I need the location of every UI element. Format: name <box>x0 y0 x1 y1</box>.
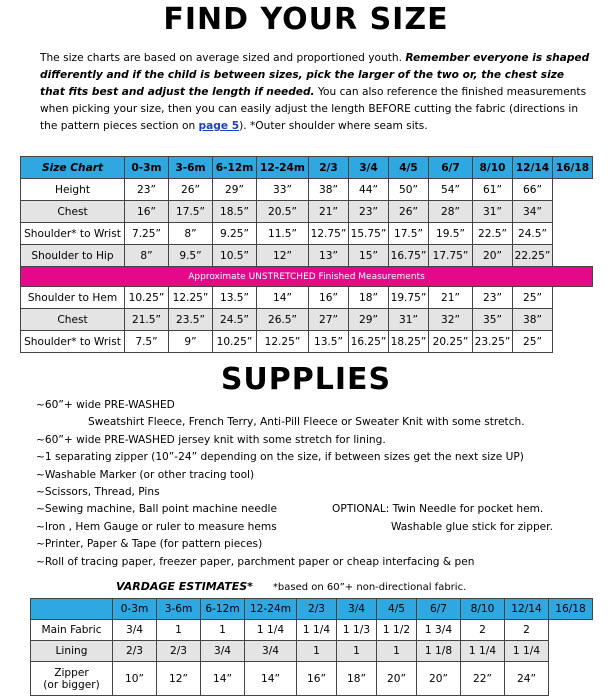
size-header-cell: 12/14 <box>505 599 549 620</box>
table-cell: 10.25” <box>125 287 169 309</box>
size-header-cell: 3/4 <box>349 157 389 179</box>
table-cell: 9.5” <box>169 245 213 267</box>
yardage-heading <box>116 580 466 593</box>
table-row <box>31 662 593 696</box>
intro-emphasis: Remember everyone is shaped differently and if the child is between sizes, pick the larger of the two or, the chest size that fits best and adjust the length if needed. <box>40 52 590 98</box>
table-cell: 18.5” <box>213 201 257 223</box>
table-cell: 61” <box>473 179 513 201</box>
table-cell: 17.5” <box>389 223 429 245</box>
table-cell: 12.75” <box>309 223 349 245</box>
table-cell: 23” <box>473 287 513 309</box>
table-cell: 16” <box>309 287 349 309</box>
supply-line: ~60”+ wide PRE-WASHED jersey knit with some stretch for lining. <box>36 433 386 446</box>
size-header-cell: 8/10 <box>461 599 505 620</box>
supply-optional: OPTIONAL: Twin Needle for pocket hem. <box>332 503 544 516</box>
supplies-list <box>36 397 606 571</box>
page-title-find-your-size: FIND YOUR SIZE <box>163 2 449 37</box>
table-cell: 16” <box>297 662 337 696</box>
table-cell: 18” <box>349 287 389 309</box>
size-header-cell: 6-12m <box>213 157 257 179</box>
table-cell: 12” <box>157 662 201 696</box>
table-cell: 14” <box>245 662 297 696</box>
table-cell: 29” <box>213 179 257 201</box>
finished-measurements-banner <box>21 267 593 287</box>
size-header-cell: 8/10 <box>473 157 513 179</box>
table-cell: 11.5” <box>257 223 309 245</box>
size-chart-header-cell: Size Chart <box>21 157 125 179</box>
table-cell: 16.75” <box>389 245 429 267</box>
row-label: Zipper (or bigger) <box>31 662 113 696</box>
size-header-cell: 0-3m <box>113 599 157 620</box>
table-cell: 1 <box>297 641 337 662</box>
table-cell: 1 1/4 <box>505 641 549 662</box>
table-cell: 16.25” <box>349 331 389 353</box>
supply-line: ~Washable Marker (or other tracing tool) <box>36 468 255 481</box>
table-cell: 2 <box>505 620 549 641</box>
table-cell: 23” <box>125 179 169 201</box>
table-cell: 1 <box>201 620 245 641</box>
supply-text: ~Iron , Hem Gauge or ruler to measure hems <box>36 520 277 533</box>
table-cell: 22.5” <box>473 223 513 245</box>
table-cell: 21.5” <box>125 309 169 331</box>
table-cell: 2 <box>461 620 505 641</box>
table-cell: 7.5” <box>125 331 169 353</box>
table-cell: 9.25” <box>213 223 257 245</box>
table-cell: 15.75” <box>349 223 389 245</box>
table-cell: 1 <box>157 620 201 641</box>
table-row <box>21 223 593 245</box>
supply-line: ~Roll of tracing paper, freezer paper, parchment paper or cheap interfacing & pen <box>36 555 475 568</box>
table-cell: 20.25” <box>429 331 473 353</box>
table-row <box>21 201 593 223</box>
table-row <box>31 641 593 662</box>
size-chart-table <box>20 156 593 353</box>
table-cell: 32” <box>429 309 473 331</box>
table-cell: 8” <box>169 223 213 245</box>
table-cell: 22” <box>461 662 505 696</box>
table-cell: 20” <box>473 245 513 267</box>
table-cell: 21” <box>429 287 473 309</box>
table-cell: 26.5” <box>257 309 309 331</box>
table-cell: 1 1/4 <box>245 620 297 641</box>
table-cell: 10.25” <box>213 331 257 353</box>
table-cell: 29” <box>349 309 389 331</box>
table-cell: 19.75” <box>389 287 429 309</box>
table-cell: 1 1/4 <box>297 620 337 641</box>
table-row <box>31 620 593 641</box>
table-cell: 13” <box>309 245 349 267</box>
table-cell: 31” <box>389 309 429 331</box>
table-cell: 28” <box>429 201 473 223</box>
table-cell: 18” <box>337 662 377 696</box>
table-cell: 38” <box>513 309 553 331</box>
table-cell: 10” <box>113 662 157 696</box>
table-cell: 34” <box>513 201 553 223</box>
table-cell: 1 <box>337 641 377 662</box>
supply-line: ~1 separating zipper (10”-24” depending on the size, if between sizes get the next size UP) <box>36 451 524 464</box>
table-cell: 1 3/4 <box>417 620 461 641</box>
table-cell: 1 1/4 <box>461 641 505 662</box>
table-row <box>21 331 593 353</box>
size-header-cell: 3-6m <box>157 599 201 620</box>
table-cell: 25” <box>513 331 553 353</box>
size-header-cell: 2/3 <box>309 157 349 179</box>
table-cell: 16” <box>125 201 169 223</box>
supply-line <box>36 519 606 536</box>
table-cell: 17.75” <box>429 245 473 267</box>
size-header-cell: 0-3m <box>125 157 169 179</box>
size-header-cell: 6/7 <box>417 599 461 620</box>
size-header-cell: 12/14 <box>513 157 553 179</box>
page-5-link[interactable]: page 5 <box>198 120 240 132</box>
table-cell: 20.5” <box>257 201 309 223</box>
size-header-cell: 2/3 <box>297 599 337 620</box>
table-cell: 50” <box>389 179 429 201</box>
table-cell: 22.25” <box>513 245 553 267</box>
table-cell: 38” <box>309 179 349 201</box>
size-header-cell: 16/18 <box>553 157 593 179</box>
table-cell: 26” <box>169 179 213 201</box>
size-header-cell: 3-6m <box>169 157 213 179</box>
size-header-cell: 4/5 <box>389 157 429 179</box>
row-label: Lining <box>31 641 113 662</box>
table-cell: 24” <box>505 662 549 696</box>
table-cell: 2/3 <box>113 641 157 662</box>
table-cell: 1 1/2 <box>377 620 417 641</box>
intro-paragraph <box>40 50 590 135</box>
intro-text-2: You can also reference the finished measurements when picking your size, then you can easily adjust the length BEFORE cutting the fabric (directions in the pattern pieces section on <box>40 86 587 132</box>
table-cell: 25” <box>513 287 553 309</box>
table-row <box>21 287 593 309</box>
size-chart-header-row <box>21 157 593 179</box>
size-header-cell: 6/7 <box>429 157 473 179</box>
table-cell: 27” <box>309 309 349 331</box>
table-cell: 17.5” <box>169 201 213 223</box>
table-cell: 8” <box>125 245 169 267</box>
table-cell: 19.5” <box>429 223 473 245</box>
supply-line: Sweatshirt Fleece, French Terry, Anti-Pill Fleece or Sweater Knit with some stretch. <box>88 416 525 429</box>
table-cell: 23” <box>349 201 389 223</box>
table-cell: 13.5” <box>309 331 349 353</box>
supply-line: ~Scissors, Thread, Pins <box>36 485 160 498</box>
supply-line: ~Printer, Paper & Tape (for pattern pieces) <box>36 538 263 551</box>
yardage-table <box>30 598 593 696</box>
intro-text-1: The size charts are based on average sized and proportioned youth. <box>40 52 406 64</box>
table-cell: 1 1/8 <box>417 641 461 662</box>
table-cell: 31” <box>473 201 513 223</box>
size-header-cell: 3/4 <box>337 599 377 620</box>
table-cell: 66” <box>513 179 553 201</box>
table-cell: 1 1/3 <box>337 620 377 641</box>
yardage-header-row <box>31 599 593 620</box>
row-label: Shoulder* to Wrist <box>21 223 125 245</box>
row-label: Height <box>21 179 125 201</box>
table-cell: 14” <box>201 662 245 696</box>
table-cell: 10.5” <box>213 245 257 267</box>
table-row <box>21 179 593 201</box>
finished-measurements-label: Approximate UNSTRETCHED Finished Measurements <box>21 267 593 287</box>
table-cell: 33” <box>257 179 309 201</box>
size-header-cell: 16/18 <box>549 599 593 620</box>
row-label: Chest <box>21 309 125 331</box>
table-cell: 1 <box>377 641 417 662</box>
size-header-cell: 12-24m <box>257 157 309 179</box>
supply-line: ~60”+ wide PRE-WASHED <box>36 399 175 411</box>
table-cell: 3/4 <box>245 641 297 662</box>
table-row <box>21 309 593 331</box>
size-header-cell: 12-24m <box>245 599 297 620</box>
table-cell: 3/4 <box>113 620 157 641</box>
row-label: Chest <box>21 201 125 223</box>
section-title-supplies: SUPPLIES <box>220 362 392 397</box>
table-cell: 35” <box>473 309 513 331</box>
table-cell: 23.5” <box>169 309 213 331</box>
supply-text: ~Sewing machine, Ball point machine needle <box>36 503 278 516</box>
size-header-cell: 6-12m <box>201 599 245 620</box>
row-label: Main Fabric <box>31 620 113 641</box>
table-cell: 12” <box>257 245 309 267</box>
table-cell: 2/3 <box>157 641 201 662</box>
supply-optional: Washable glue stick for zipper. <box>391 520 553 533</box>
intro-text-3: ). *Outer shoulder where seam sits. <box>239 120 428 132</box>
table-cell: 26” <box>389 201 429 223</box>
table-cell: 7.25” <box>125 223 169 245</box>
table-cell: 13.5” <box>213 287 257 309</box>
table-cell: 54” <box>429 179 473 201</box>
table-cell: 21” <box>309 201 349 223</box>
yardage-note: *based on 60”+ non-directional fabric. <box>272 582 467 593</box>
table-cell: 20” <box>417 662 461 696</box>
table-cell: 18.25” <box>389 331 429 353</box>
row-label: Shoulder* to Wrist <box>21 331 125 353</box>
yardage-header-cell <box>31 599 113 620</box>
table-cell: 23.25” <box>473 331 513 353</box>
table-cell: 20” <box>377 662 417 696</box>
size-header-cell: 4/5 <box>377 599 417 620</box>
table-cell: 14” <box>257 287 309 309</box>
table-cell: 15” <box>349 245 389 267</box>
table-cell: 9” <box>169 331 213 353</box>
row-label: Shoulder to Hip <box>21 245 125 267</box>
table-cell: 24.5” <box>213 309 257 331</box>
yardage-title: VARDAGE ESTIMATES* <box>116 580 253 593</box>
table-cell: 12.25” <box>169 287 213 309</box>
supply-line <box>36 501 606 518</box>
table-cell: 3/4 <box>201 641 245 662</box>
table-cell: 12.25” <box>257 331 309 353</box>
row-label: Shoulder to Hem <box>21 287 125 309</box>
table-row <box>21 245 593 267</box>
table-cell: 24.5” <box>513 223 553 245</box>
table-cell: 44” <box>349 179 389 201</box>
